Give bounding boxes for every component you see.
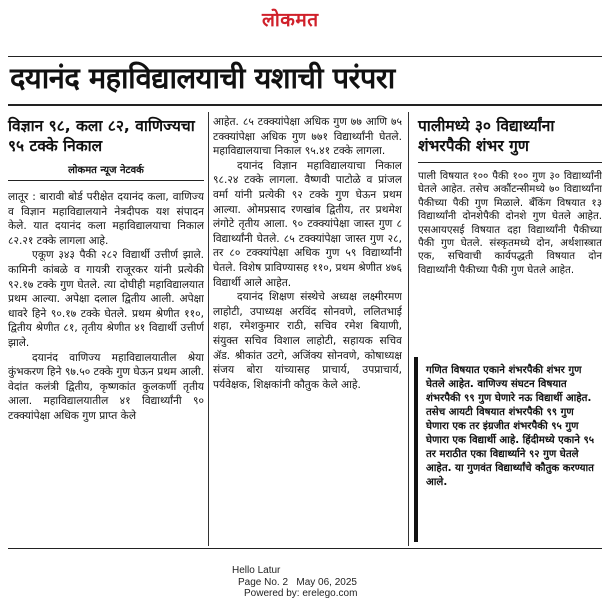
left-story-byline: लोकमत न्यूज नेटवर्क bbox=[68, 165, 144, 176]
footer-date: May 06, 2025 bbox=[296, 576, 357, 588]
right-story-title: पालीमध्ये ३० विद्यार्थ्यांना शंभरपैकी शंभर गुण bbox=[418, 117, 555, 155]
middle-story-paragraph: दयानंद शिक्षण संस्थेचे अध्यक्ष लक्ष्मीरमण लाहोटी, उपाध्यक्ष अरविंद सोनवणे, ललितभाई शहा, रमेशकुमार राठी, सचिव रमेश बियाणी, संयुक्त सचिव विशाल लाहोटी, सहायक सचिव ॲड. श्रीकांत उटगे, अजिंक्य सोनवणे, कोषाध्यक्ष संजय बोरा यांच्यासह प्राचार्य, उपप्राचार्य, पर्यवेक्षक, शिक्षकांनी कौतुक केले आहे. bbox=[213, 291, 402, 391]
left-story-body bbox=[8, 190, 204, 545]
footer-page: Page No. 2 bbox=[238, 576, 289, 588]
column-divider-right bbox=[408, 112, 409, 546]
byline-rule bbox=[8, 180, 204, 181]
footer-powered-by: Powered by: erelego.com bbox=[244, 588, 358, 599]
footer-edition: Hello Latur bbox=[232, 565, 281, 576]
page-footer bbox=[214, 565, 394, 600]
middle-story-paragraph: दयानंद विज्ञान महाविद्यालयाचा निकाल ९८.२४ टक्के लागला. वैष्णवी पाटोळे व प्रांजल वर्मा यांनी प्रत्येकी ९२ टक्के गुण घेऊन प्रथम आल्या. ओमप्रसाद रणखांब द्वितीय, तर प्रथमेश लंगोटे तृतीय आला. ९० टक्क्यांपेक्षा जास्त गुण ८ विद्यार्थ्यांनी घेतले. ८५ टक्क्यांपेक्षा जास्त गुण २८, तर ८० टक्क्यांपेक्षा अधिक गुण ५९ विद्यार्थ्यांनी घेतले. विशेष प्राविण्यासह ११०, प्रथम श्रेणीत ४७६ विद्यार्थी आले आहेत. bbox=[213, 159, 402, 289]
middle-story-paragraph: आहेत. ८५ टक्क्यांपेक्षा अधिक गुण ७७ आणि ७५ टक्क्यांपेक्षा अधिक गुण ७७१ विद्यार्थ्यांनी घेतले. महाविद्यालयाचा निकाल ९५.४१ टक्के लागला. bbox=[213, 116, 402, 158]
middle-story-body bbox=[213, 115, 402, 545]
highlight-box: गणित विषयात एकाने शंभरपैकी शंभर गुण घेतले आहेत. वाणिज्य संघटन विषयात शंभरपैकी ९९ गुण घेणारे नऊ विद्यार्थी आहेत. तसेच आयटी विषयात शंभरपैकी ९९ गुण घेणारा एक तर इंग्रजीत शंभरपैकी ९५ गुण घेणारा एक विद्यार्थी आहे. हिंदीमध्ये एकाने ९५ तर मराठीत एका विद्यार्थ्याने ९२ गुण घेतले आहेत. या गुणवंत विद्यार्थ्यांचे कौतुक करण्यात आले. bbox=[414, 357, 604, 542]
right-title-rule bbox=[418, 162, 602, 163]
left-story-paragraph: एकूण ३४३ पैकी २८२ विद्यार्थी उत्तीर्ण झाले. कामिनी कांबळे व गायत्री राजूरकर यांनी प्रत्येकी ९२.१७ टक्के गुण घेतले. त्या दोघीही महाविद्यालयात प्रथम आल्या. अपेक्षा दलाल द्वितीय आली. अपेक्षा धावरे हिने ९०.१७ टक्के घेतले. प्रथम श्रेणीत ११०, द्वितीय श्रेणीत ८१, तृतीय श्रेणीत ४१ विद्यार्थी उत्तीर्ण झाले. bbox=[8, 249, 204, 349]
masthead-logo: लोकमत bbox=[262, 9, 319, 31]
left-story-paragraph: लातूर : बारावी बोर्ड परीक्षेत दयानंद कला, वाणिज्य व विज्ञान महाविद्यालयाने नेत्रदीपक यश संपादन केले. यात दयानंद कला महाविद्यालयाचा निकाल ८२.२१ टक्के लागला आहे. bbox=[8, 191, 204, 247]
left-story-title: विज्ञान ९८, कला ८२, वाणिज्यचा ९५ टक्के निकाल bbox=[8, 117, 195, 155]
left-story-paragraph: दयानंद वाणिज्य महाविद्यालयातील श्रेया कुंभकरण हिने ९७.५० टक्के गुण घेऊन प्रथम आली. वेदांत कलंत्री द्वितीय, कृष्णकांत कुलकर्णी तृतीय आला. महाविद्यालयातील ४१ विद्यार्थ्यांनी ९० टक्क्यांपेक्षा अधिक गुण प्राप्त केले bbox=[8, 351, 204, 422]
headline-top-rule bbox=[8, 56, 602, 57]
headline-bottom-rule bbox=[8, 104, 602, 106]
headline: दयानंद महाविद्यालयाची यशाची परंपरा bbox=[10, 61, 395, 95]
column-divider-left bbox=[208, 112, 209, 546]
right-story-paragraph: पाली विषयात १०० पैकी १०० गुण ३० विद्यार्थ्यांनी घेतले आहेत. तसेच अकौंटन्सीमध्ये ७० विद्यार्थ्यांना पैकीच्या पैकी गुण मिळाले. बँकिंग विषयात १३ विद्यार्थ्यांनी दोनशेपैकी दोनशे गुण घेतले आहेत. एसआयएसई विषयात दहा विद्यार्थ्यांनी पैकीच्या पैकी गुण घेतले. संस्कृतमध्ये दोन, अर्थशास्त्रात एक, सचिवाची कार्यपद्धती विषयात दोन विद्यार्थ्यांनी पैकीच्या पैकी गुण घेतले आहेत. bbox=[418, 171, 602, 276]
footer-page-date bbox=[214, 577, 394, 589]
page-bottom-rule bbox=[8, 548, 602, 549]
right-story-body bbox=[418, 170, 602, 345]
